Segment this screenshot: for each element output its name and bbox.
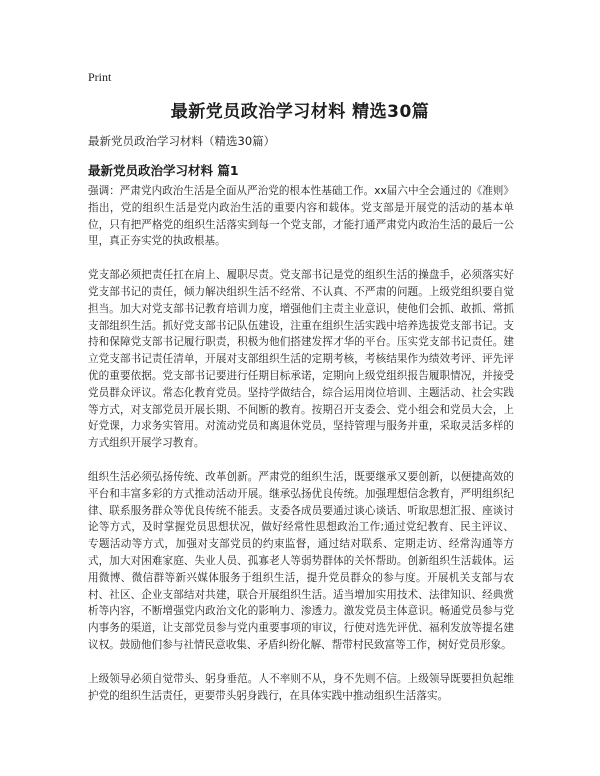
print-link[interactable]: Print xyxy=(88,70,112,84)
section-heading: 最新党员政治学习材料 篇1 xyxy=(88,163,239,178)
page-title: 最新党员政治学习材料 精选30篇 xyxy=(170,102,430,122)
document-subtitle: 最新党员政治学习材料（精选30篇） xyxy=(88,134,276,148)
paragraph: 上级领导必须自觉带头、躬身垂范。人不率则不从，身不先则不信。上级领导既要担负起维护党的组织生活责任，更要带头躬身践行，在具体实践中推动组织生活落实。 xyxy=(88,672,514,702)
paragraph: 强调：严肃党内政治生活是全面从严治党的根本性基础工作。xx届六中全会通过的《准则》指出，党的组织生活是党内政治生活的重要内容和载体。党支部是开展党的活动的基本单位，只有把严格党的组织生活落实到每一个党支部，才能打通严肃党内政治生活的最后一公里，真正夯实党的执政根基。 xyxy=(88,185,514,248)
article-body xyxy=(88,183,514,721)
paragraph: 党支部必须把责任扛在肩上、履职尽责。党支部书记是党的组织生活的操盘手，必须落实好党支部书记的责任，倾力解决组织生活不经常、不认真、不严肃的问题。上级党组织要自觉担当。加大对党支部书记教育培训力度，增强他们主责主业意识，使他们会抓、敢抓、常抓支部组织生活。抓好党支部书记队伍建设，注重在组织生活实践中培养选拔党支部书记。支持和保障党支部书记履行职责，积极为他们搭建发挥才华的平台。压实党支部书记责任。建立党支部书记责任清单，开展对支部组织生活的定期考核，考核结果作为绩效考评、评先评优的重要依据。党支部书记要进行任期目标承诺，定期向上级党组织报告履职情况，并接受党员群众评议。常态化教育党员。坚持学做结合，综合运用岗位培训、主题活动、社会实践等方式，对支部党员开展长期、不间断的教育。按期召开支委会、党小组会和党员大会，上好党课，力求务实管用。对流动党员和离退休党员，坚持管理与服务并重，采取灵活多样的方式组织开展学习教育。 xyxy=(88,269,514,450)
paragraph: 组织生活必须弘扬传统、改革创新。严肃党的组织生活，既要继承又要创新，以便捷高效的平台和丰富多彩的方式推动活动开展。继承弘扬优良传统。加强理想信念教育，严明组织纪律、联系服务群众等优良传统不能丢。支委各成员要通过谈心谈话、听取思想汇报、座谈讨论等方式，及时掌握党员思想状况，做好经常性思想政治工作;通过党纪教育、民主评议、专题活动等方式，加强对支部党员的约束监督，通过结对联系、定期走访、经常沟通等方式，加大对困难家庭、失业人员、孤寡老人等弱势群体的关怀帮助。创新组织生活载体。运用微博、微信群等新兴媒体服务于组织生活，提升党员群众的参与度。开展机关支部与农村、社区、企业支部结对共建，联合开展组织生活。适当增加实用技术、法律知识、经典赏析等内容，不断增强党内政治文化的影响力、渗透力。激发党员主体意识。畅通党员参与党内事务的渠道，让支部党员参与党内重要事项的审议，行使对选先评优、福利发放等提名建议权。鼓励他们参与社情民意收集、矛盾纠纷化解、帮带村民致富等工作，树好党员形象。 xyxy=(88,470,514,651)
